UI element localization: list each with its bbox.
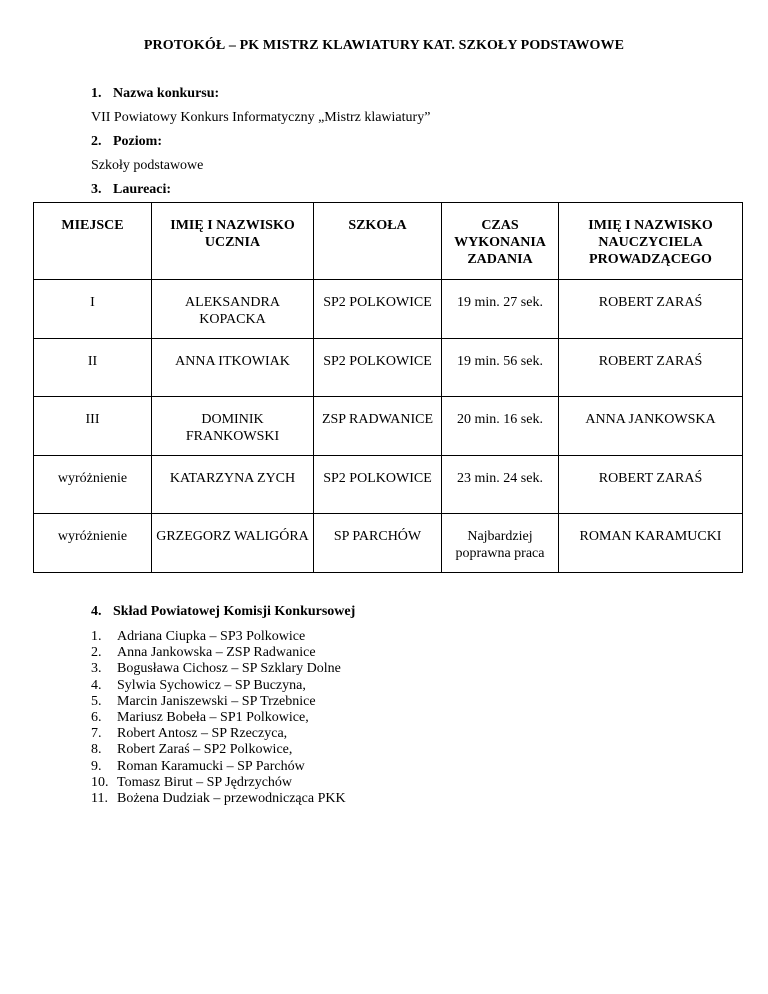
school-cell: SP2 POLKOWICE [314, 339, 442, 397]
list-item [91, 726, 346, 742]
place-cell: I [34, 280, 152, 339]
table-row [34, 339, 743, 397]
student-cell: DOMINIK FRANKOWSKI [152, 397, 314, 456]
section-2-title: Poziom: [113, 134, 162, 149]
list-item-number: 6. [91, 710, 102, 726]
section-1-heading [91, 86, 219, 102]
school-cell: SP2 POLKOWICE [314, 456, 442, 514]
list-item [91, 791, 346, 807]
section-4-number: 4. [91, 604, 102, 619]
section-2-text: Szkoły podstawowe [91, 158, 204, 173]
time-cell: 19 min. 27 sek. [442, 280, 559, 339]
list-item-text: Robert Zaraś – SP2 Polkowice, [117, 742, 293, 758]
section-4-title: Skład Powiatowej Komisji Konkursowej [113, 604, 356, 619]
school-cell: ZSP RADWANICE [314, 397, 442, 456]
list-item-text: Roman Karamucki – SP Parchów [117, 758, 305, 774]
section-2-number: 2. [91, 134, 102, 149]
list-item-text: Adriana Ciupka – SP3 Polkowice [117, 629, 306, 644]
section-3-heading [91, 182, 171, 198]
list-item [91, 629, 346, 645]
teacher-cell: ROMAN KARAMUCKI [559, 514, 743, 573]
teacher-cell: ROBERT ZARAŚ [559, 280, 743, 339]
list-item-text: Marcin Janiszewski – SP Trzebnice [117, 693, 316, 709]
list-item [91, 775, 346, 791]
committee-list [91, 629, 346, 807]
place-cell: II [34, 339, 152, 397]
list-item-text: Bożena Dudziak – przewodnicząca PKK [117, 791, 346, 807]
list-item-number: 2. [91, 645, 102, 661]
list-item-number: 7. [91, 726, 102, 742]
list-item-number: 4. [91, 677, 102, 693]
list-item-number: 1. [91, 629, 102, 644]
section-4-heading [91, 604, 355, 620]
list-item-text: Mariusz Bobeła – SP1 Polkowice, [117, 710, 309, 726]
time-cell: Najbardziej poprawna praca [442, 514, 559, 573]
list-item-number: 9. [91, 758, 102, 774]
section-1-title: Nazwa konkursu: [113, 86, 220, 101]
time-cell: 20 min. 16 sek. [442, 397, 559, 456]
list-item-text: Tomasz Birut – SP Jędrzychów [117, 774, 293, 790]
list-item [91, 645, 346, 661]
student-cell: KATARZYNA ZYCH [152, 456, 314, 514]
list-item-number: 5. [91, 693, 102, 709]
section-3-number: 3. [91, 182, 102, 197]
time-cell: 23 min. 24 sek. [442, 456, 559, 514]
column-header: IMIĘ I NAZWISKO NAUCZYCIELA PROWADZĄCEGO [559, 203, 743, 280]
list-item-number: 11. [91, 791, 108, 807]
student-cell: ALEKSANDRA KOPACKA [152, 280, 314, 339]
teacher-cell: ROBERT ZARAŚ [559, 339, 743, 397]
list-item [91, 661, 346, 677]
list-item-text: Sylwia Sychowicz – SP Buczyna, [117, 677, 306, 693]
list-item [91, 710, 346, 726]
column-header: MIEJSCE [34, 203, 152, 280]
section-1-text: VII Powiatowy Konkurs Informatyczny „Mistrz klawiatury” [91, 110, 431, 125]
table-row [34, 397, 743, 456]
student-cell: GRZEGORZ WALIGÓRA [152, 514, 314, 573]
section-1-number: 1. [91, 86, 102, 101]
laureates-table [33, 202, 743, 573]
section-2-heading [91, 134, 162, 150]
list-item-text: Anna Jankowska – ZSP Radwanice [117, 645, 316, 661]
place-cell: wyróżnienie [34, 456, 152, 514]
list-item [91, 742, 346, 758]
column-header: SZKOŁA [314, 203, 442, 280]
column-header: CZAS WYKONANIA ZADANIA [442, 203, 559, 280]
place-cell: III [34, 397, 152, 456]
list-item [91, 759, 346, 775]
table-row [34, 514, 743, 573]
list-item [91, 678, 346, 694]
table-row [34, 280, 743, 339]
document-title: PROTOKÓŁ – PK MISTRZ KLAWIATURY KAT. SZKOŁY PODSTAWOWE [143, 38, 625, 53]
column-header: IMIĘ I NAZWISKO UCZNIA [152, 203, 314, 280]
student-cell: ANNA ITKOWIAK [152, 339, 314, 397]
school-cell: SP2 POLKOWICE [314, 280, 442, 339]
list-item [91, 694, 346, 710]
table-row [34, 456, 743, 514]
list-item-number: 8. [91, 742, 102, 758]
place-cell: wyróżnienie [34, 514, 152, 573]
section-3-title: Laureaci: [113, 182, 172, 197]
school-cell: SP PARCHÓW [314, 514, 442, 573]
list-item-number: 10. [91, 774, 109, 790]
list-item-text: Bogusława Cichosz – SP Szklary Dolne [117, 661, 341, 677]
list-item-text: Robert Antosz – SP Rzeczyca, [117, 726, 288, 742]
list-item-number: 3. [91, 661, 102, 677]
time-cell: 19 min. 56 sek. [442, 339, 559, 397]
table-header-row [34, 203, 743, 280]
teacher-cell: ANNA JANKOWSKA [559, 397, 743, 456]
teacher-cell: ROBERT ZARAŚ [559, 456, 743, 514]
